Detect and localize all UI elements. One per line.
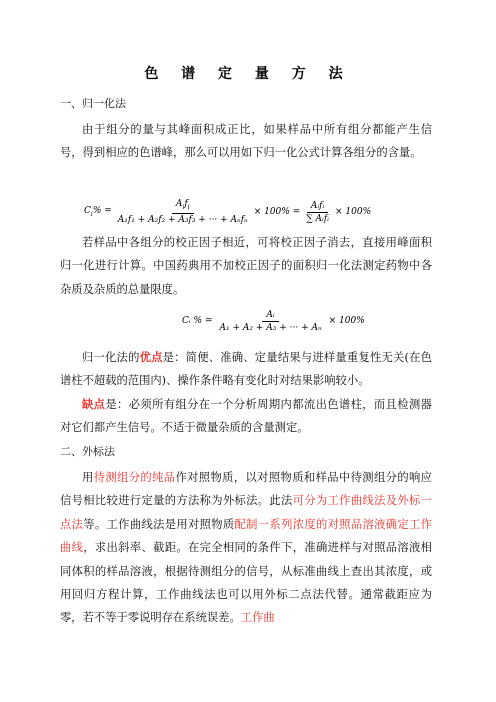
section-heading-normalization: 一、归一化法 <box>60 97 126 110</box>
text-span: 等。工作曲线法是用对照物质 <box>83 517 235 531</box>
formula1-lhs: $C_i\%$ = <box>84 206 112 218</box>
advantages-keyword: 优点 <box>139 350 163 364</box>
text-span: 是：必须所有组分在一个分析周期内都流出色谱柱，而且检测器对它们都产生信号。不适于微量杂质的含量测定。 <box>60 398 432 435</box>
formula2-fraction: $\frac{\text{Aᵢ}}{\text{A₁ + A₂ + A₃ + ··· + Aₙ}}$ <box>219 309 322 333</box>
highlight-trailing: 工作曲 <box>240 611 275 625</box>
formula2-lhs: Cᵢ % = <box>182 316 213 326</box>
section-heading-external-standard: 二、外标法 <box>60 445 115 458</box>
highlight-methods: 可分为工作曲线法及外标一点法 <box>60 494 432 531</box>
formula1-fraction-a: $\frac{A_if_i}{\text{A₁f₁ + A₂f₂ + A₃f₃ + ··· + Aₙfₙ}}$ <box>117 198 248 226</box>
text-span: 作对照物质，以对照物质和样品中待测组分的响应信号相比较进行定量的方法称为外标法。此法 <box>60 471 432 508</box>
formula2-tail: × 100% <box>328 316 365 326</box>
paragraph-external-standard <box>60 466 432 630</box>
text-span: 是：简便、准确、定量结果与进样量重复性无关(在色谱柱不超载的范围内)、操作条件略有变化时对结果影响较小。 <box>60 351 432 388</box>
paragraph-normalization-intro: 由于组分的量与其峰面积成正比，如果样品中所有组分都能产生信号，得到相应的色谱峰，那么可以用如下归一化公式计算各组分的含量。 <box>60 123 432 160</box>
paragraph-normalization-advantages <box>60 346 432 393</box>
normalization-formula-area <box>182 307 382 335</box>
disadvantages-keyword: 缺点 <box>82 397 106 411</box>
normalization-formula-with-factors <box>84 198 424 226</box>
text-span: 用 <box>82 471 94 484</box>
paragraph-normalization-area: 若样品中各组分的校正因子相近，可将校正因子消去，直接用峰面积归一化进行计算。中国药典用不加校正因子的面积归一化法测定药物中各杂质及杂质的总量限度。 <box>60 236 432 296</box>
highlight-calibration-curve: 配制一系列浓度的对照品溶液确定工作曲线 <box>60 517 432 555</box>
paragraph-normalization-disadvantages <box>60 393 432 440</box>
text-span: 归一化法的 <box>82 351 140 364</box>
text-span: ，求出斜率、截距。在完全相同的条件下，准确进样与对照品溶液相同体积的样品溶液，根据待测组分的信号，从标准曲线上查出其浓度，或用回归方程计算，工作曲线法也可以用外标二点法代替。通常截距应为零，若不等于零说明存在系统误差。 <box>60 541 432 625</box>
formula1-fraction-b: $\frac{\text{Aᵢfᵢ}}{\text{∑ Aᵢfᵢ}}$ <box>306 200 329 224</box>
page-title: 色 谱 定 量 方 法 <box>144 66 352 82</box>
highlight-pure-reference: 待测组分的纯品 <box>93 471 176 484</box>
formula1-times: × 100% = <box>253 207 301 217</box>
formula1-tail: × 100% <box>334 207 372 217</box>
